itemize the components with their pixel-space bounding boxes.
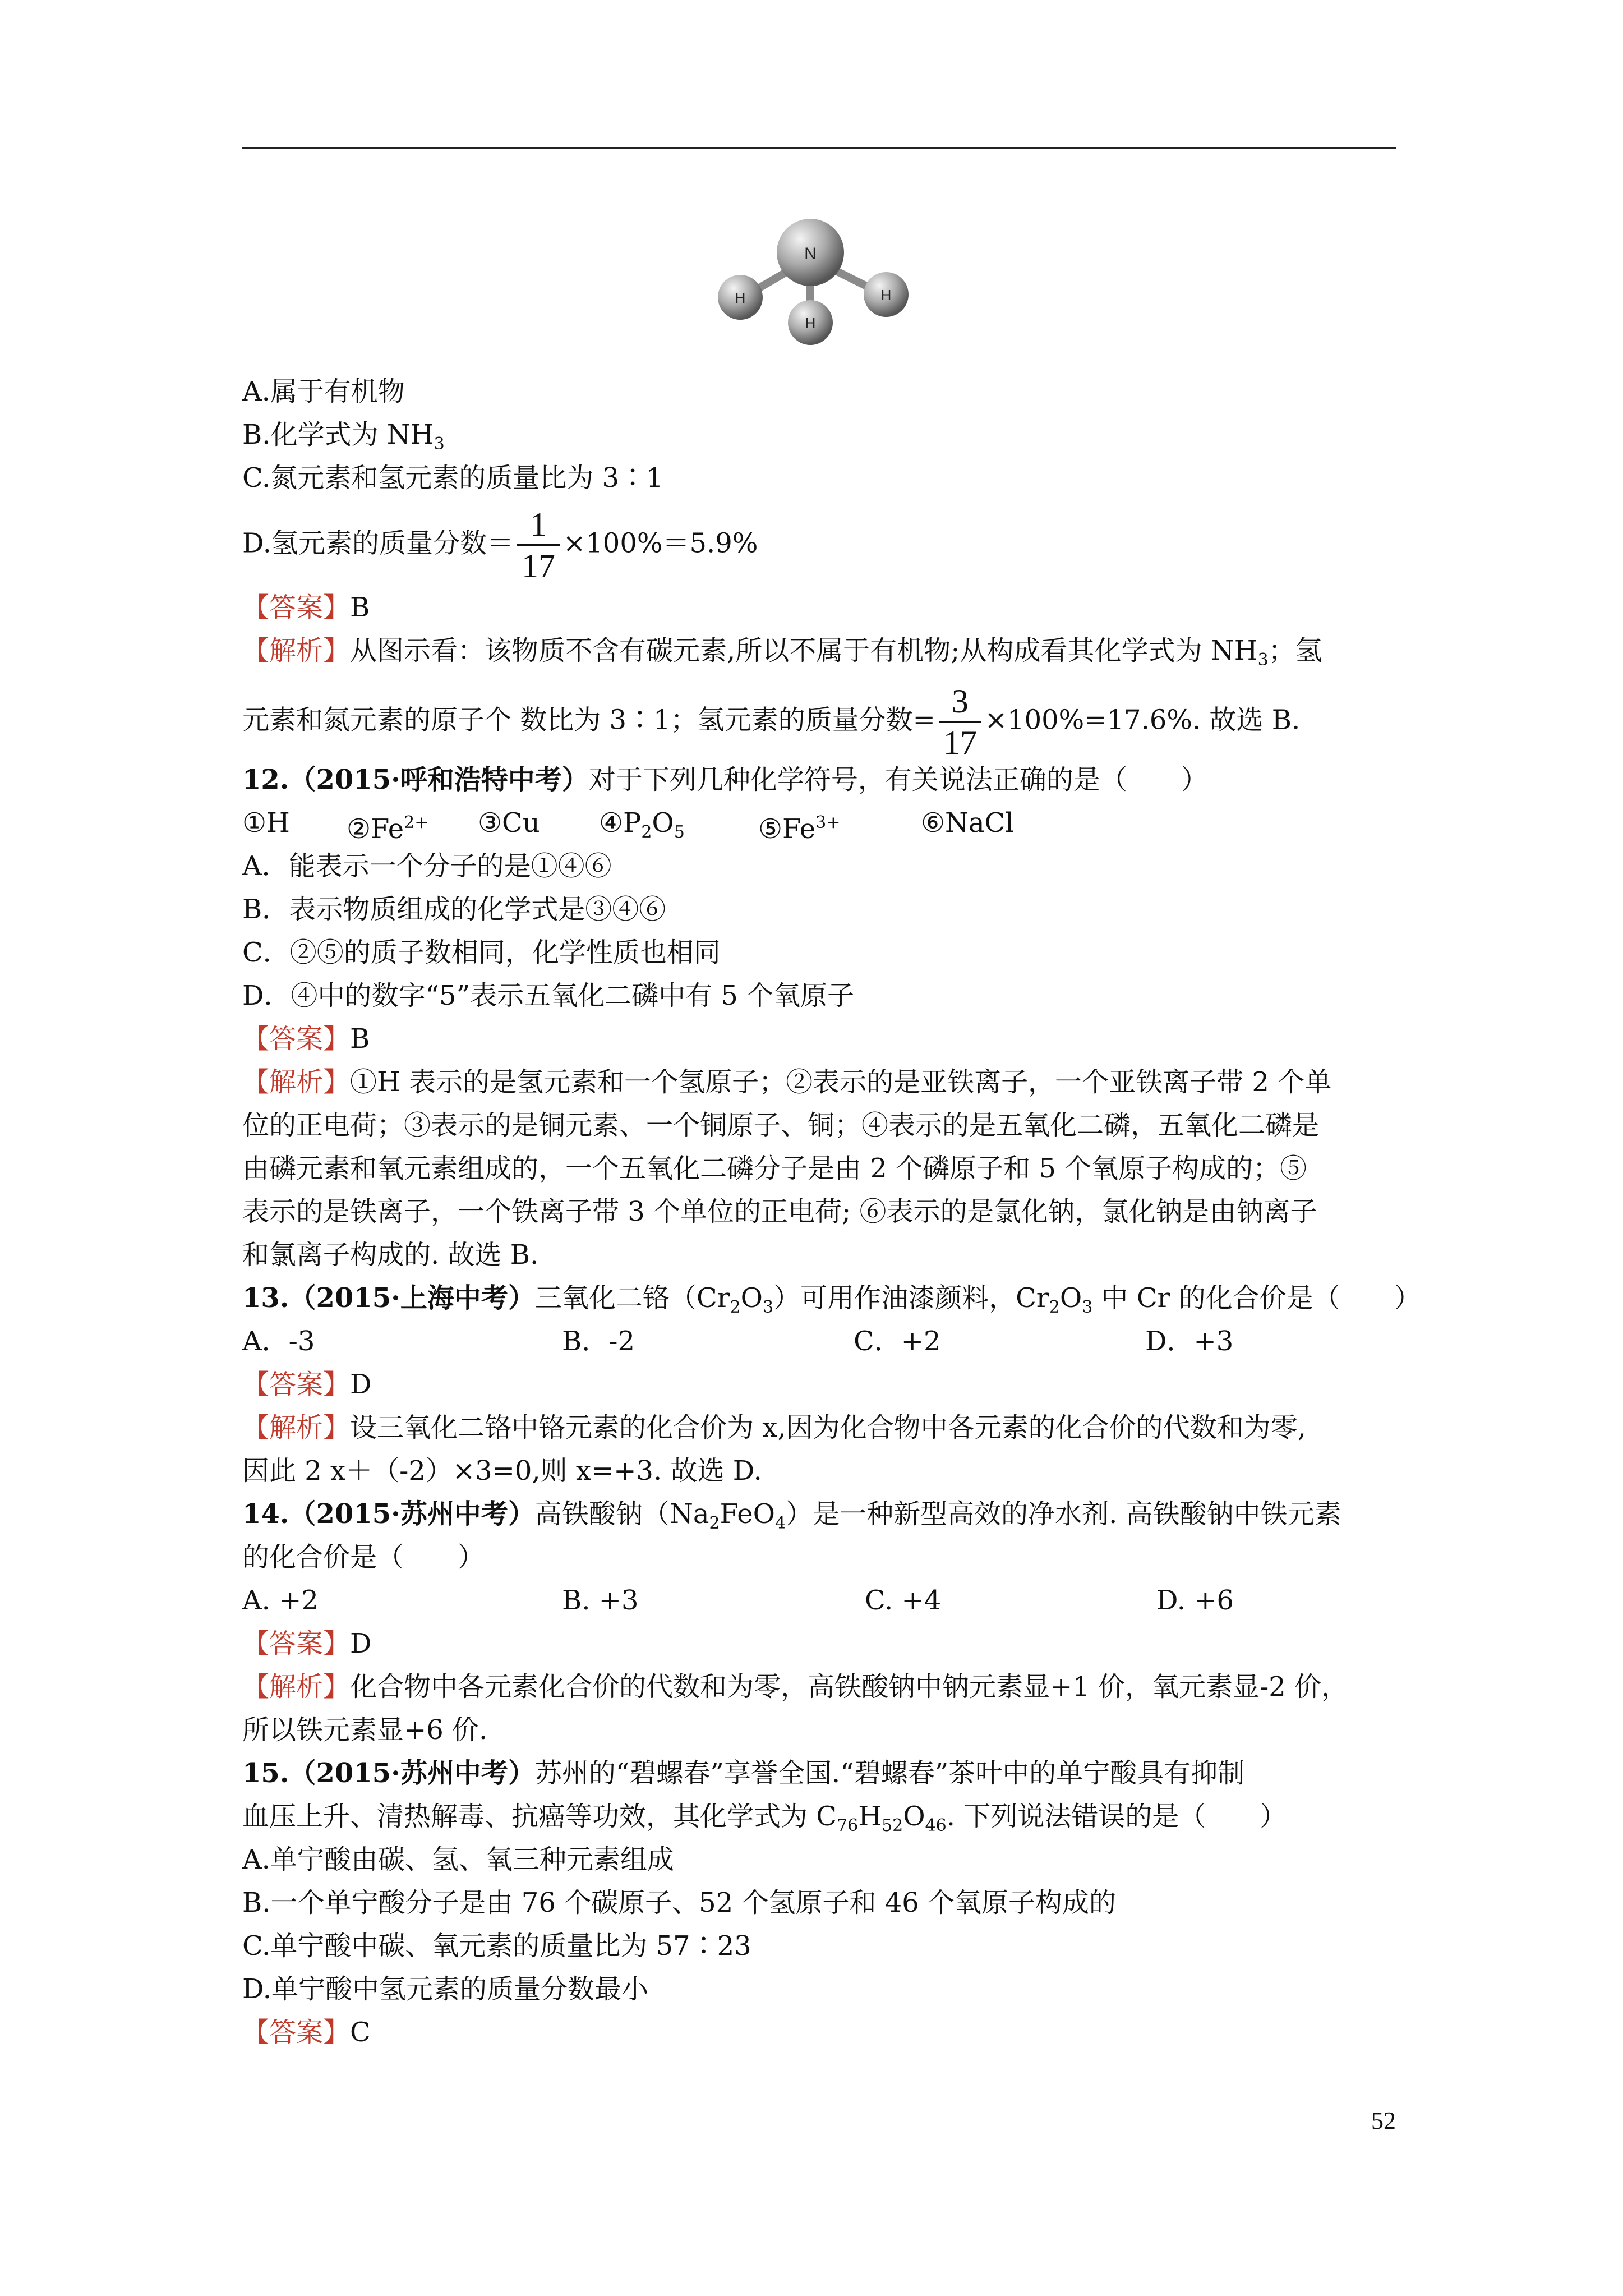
fraction: $\frac{1}{17}$ (517, 505, 560, 586)
q13-answer: 【答案】D (242, 1369, 372, 1400)
q12-analysis-line-5: 和氯离子构成的. 故选 B. (242, 1239, 539, 1271)
symbol-1: ①H (242, 807, 290, 839)
q14-option-d: D. +6 (1156, 1585, 1234, 1616)
q13-option-d: D．+3 (1145, 1326, 1234, 1357)
q12-option-b: B．表示物质组成的化学式是③④⑥ (242, 894, 666, 925)
q13-analysis-line-2: 因此 2 x＋（-2）×3=0,则 x=+3. 故选 D. (242, 1455, 762, 1487)
q12-option-d: D．④中的数字“5”表示五氧化二磷中有 5 个氧原子 (242, 980, 855, 1011)
q12-answer: 【答案】B (242, 1023, 370, 1055)
q13-options (242, 1324, 1396, 1358)
q15-answer: 【答案】C (242, 2017, 371, 2048)
q11-analysis-line-2: 元素和氮元素的原子个 数比为 3∶1；氢元素的质量分数= $\frac{3}{17}$ ×100%=17.6%. 故选 B. (242, 683, 1301, 761)
q12-analysis-line-4: 表示的是铁离子，一个铁离子带 3 个单位的正电荷; ⑥表示的是氯化钠，氯化钠是由钠离子 (242, 1196, 1317, 1227)
q13-option-b: B．-2 (562, 1326, 635, 1357)
q13-analysis-line-1: 【解析】设三氧化二铬中铬元素的化合价为 x,因为化合物中各元素的化合价的代数和为零, (242, 1412, 1306, 1443)
q11-option-c: C.氮元素和氢元素的质量比为 3∶1 (242, 462, 663, 494)
q13-stem: 13.（2015·上海中考）三氧化二铬$(Cr_2O_3)$可用作油漆颜料，$Cr_2O_3$ 中 Cr 的化合价是（ ） (242, 1282, 1421, 1317)
q15-option-a: A.单宁酸由碳、氢、氧三种元素组成 (242, 1844, 674, 1875)
q14-options (242, 1584, 1396, 1617)
q11-option-a: A.属于有机物 (242, 376, 405, 407)
page-number: 52 (1371, 2107, 1396, 2134)
symbol-6: ⑥NaCl (921, 807, 1014, 839)
svg-text:H: H (880, 287, 892, 303)
q14-option-b: B. +3 (562, 1585, 639, 1616)
q15-stem-line-2: 血压上升、清热解毒、抗癌等功效，其化学式为 $C_{76}H_{52}O_{46}$. 下列说法错误的是（ ） (242, 1801, 1287, 1835)
q11-option-d: D.氢元素的质量分数＝ $\frac{1}{17}$ ×100%＝5.9% (242, 506, 758, 585)
svg-text:H: H (805, 315, 816, 332)
q11-answer: 【答案】B (242, 592, 370, 623)
q14-stem-line-1: 14.（2015·苏州中考）高铁酸钠$(Na_2FeO_4)$是一种新型高效的净水剂. 高铁酸钠中铁元素 (242, 1498, 1341, 1533)
header-rule (242, 147, 1396, 149)
q13-option-a: A．-3 (242, 1326, 315, 1357)
q14-analysis-line-1: 【解析】化合物中各元素化合价的代数和为零，高铁酸钠中钠元素显+1 价，氧元素显-2 价， (242, 1671, 1349, 1703)
q14-analysis-line-2: 所以铁元素显+6 价. (242, 1714, 488, 1746)
q14-option-c: C. +4 (865, 1585, 942, 1616)
symbol-4: $④P_2O_5$ (599, 807, 685, 842)
fraction: $\frac{3}{17}$ (939, 682, 981, 762)
q15-option-d: D.单宁酸中氢元素的质量分数最小 (242, 1973, 649, 2005)
svg-text:N: N (804, 245, 817, 263)
q12-analysis-line-3: 由磷元素和氧元素组成的，一个五氧化二磷分子是由 2 个磷原子和 5 个氧原子构成的；⑤ (242, 1153, 1307, 1184)
q12-stem: 12.（2015·呼和浩特中考）对于下列几种化学符号，有关说法正确的是（ ） (242, 764, 1208, 795)
q14-answer: 【答案】D (242, 1628, 372, 1659)
q12-analysis-line-2: 位的正电荷；③表示的是铜元素、一个铜原子、铜；④表示的是五氧化二磷，五氧化二磷是 (242, 1110, 1320, 1141)
q11-analysis-line-1: 【解析】从图示看：该物质不含有碳元素,所以不属于有机物;从构成看其化学式为 $NH_3$；氢 (242, 635, 1322, 670)
symbol-3: ③Cu (478, 807, 540, 839)
q15-option-c: C.单宁酸中碳、氧元素的质量比为 57∶23 (242, 1930, 751, 1962)
q15-stem-line-1: 15.（2015·苏州中考）苏州的“碧螺春”享誉全国.“碧螺春”茶叶中的单宁酸具有抑制 (242, 1757, 1245, 1789)
symbol-2: $②Fe^{2+}$ (347, 813, 429, 845)
q15-option-b: B.一个单宁酸分子是由 76 个碳原子、52 个氢原子和 46 个氧原子构成的 (242, 1887, 1117, 1918)
q12-option-a: A．能表示一个分子的是①④⑥ (242, 850, 612, 882)
q14-stem-line-2: 的化合价是（ ） (242, 1542, 485, 1573)
q11-option-b: B.化学式为 $NH_3$ (242, 419, 445, 454)
symbol-5: $⑤Fe^{3+}$ (758, 813, 841, 845)
svg-text:H: H (735, 289, 746, 306)
q14-option-a: A. +2 (242, 1585, 319, 1616)
ammonia-molecule-figure (704, 219, 923, 365)
q12-analysis-line-1: 【解析】①H 表示的是氢元素和一个氢原子；②表示的是亚铁离子，一个亚铁离子带 2 个单 (242, 1066, 1332, 1098)
q13-option-c: C．+2 (854, 1326, 941, 1357)
q12-option-c: C．②⑤的质子数相同，化学性质也相同 (242, 937, 721, 968)
